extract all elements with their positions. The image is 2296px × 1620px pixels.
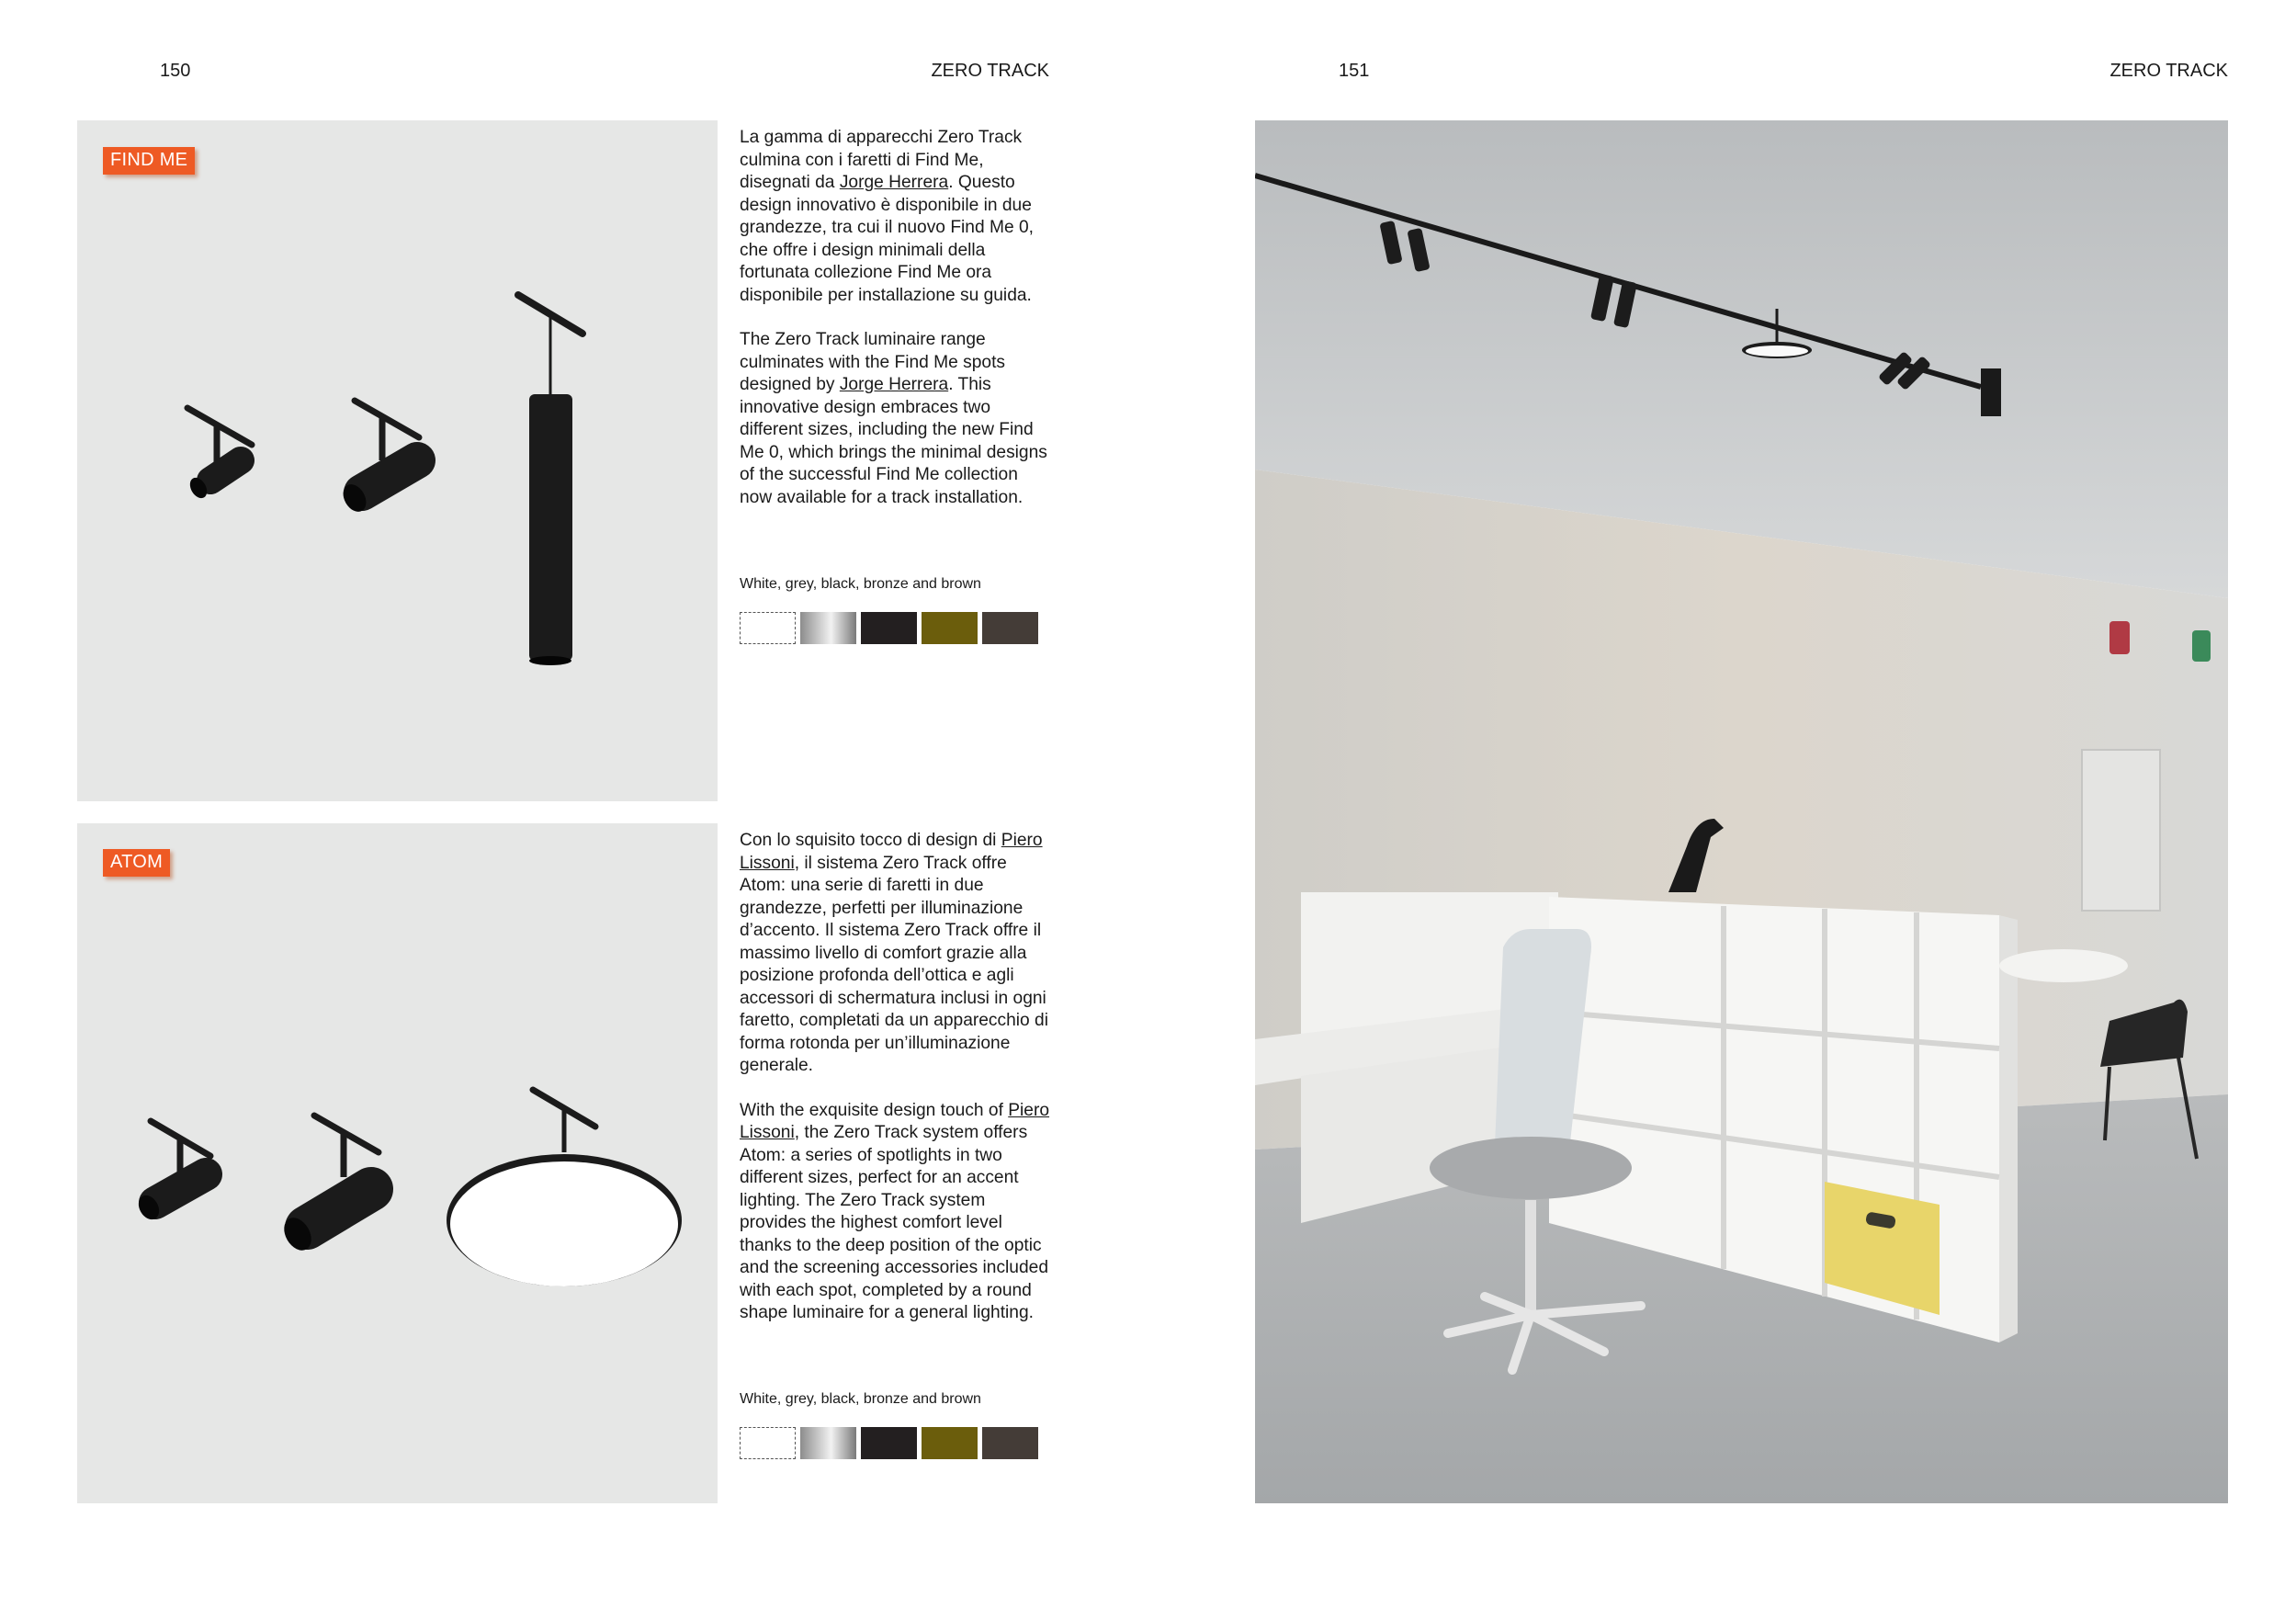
atom-medium-spot	[278, 1116, 379, 1255]
atom-color-swatches	[740, 1427, 1038, 1459]
swatch-white	[740, 612, 796, 644]
find-me-tag: FIND ME	[103, 147, 195, 175]
atom-description	[740, 830, 1052, 1347]
swatch-bronze	[922, 1427, 978, 1459]
find-me-color-swatches	[740, 612, 1038, 644]
section-title-right: ZERO TRACK	[2109, 61, 2228, 81]
find-me-english-text: The Zero Track luminaire range culminates with the Find Me spots designed by Jorge Herrera. This innovative design embraces two different sizes, including the new Find Me 0, which brings the minimal designs of the successful Find Me collection now available for a track installation.	[740, 330, 1047, 507]
designer-link-jorge-herrera-en[interactable]: Jorge Herrera	[839, 375, 949, 394]
swatch-white	[740, 1427, 796, 1459]
atom-product-panel	[77, 823, 718, 1503]
designer-link-piero-lissoni-en[interactable]: Piero Lissoni	[740, 1100, 1050, 1142]
swatch-grey	[800, 612, 856, 644]
atom-tag: ATOM	[103, 849, 170, 877]
swatch-brown	[982, 612, 1038, 644]
atom-english-text: With the exquisite design touch of Piero Lissoni, the Zero Track system offers Atom: a series of spotlights in two different sizes, perfect for an accent lighting. The Zero Track system provides the highest comfort level thanks to the deep position of the optic and the screening accessories included with each spot, completed by a round shape luminaire for a general lighting.	[740, 1100, 1050, 1322]
find-me-pendant	[518, 295, 582, 665]
find-me-product-panel	[77, 120, 718, 801]
designer-link-jorge-herrera[interactable]: Jorge Herrera	[839, 173, 949, 192]
office-interior-photo	[1255, 120, 2228, 1503]
page-number-right: 151	[1339, 61, 1370, 81]
atom-small-spot	[134, 1121, 210, 1223]
swatch-bronze	[922, 612, 978, 644]
atom-italian-text: Con lo squisito tocco di design di Piero Lissoni, il sistema Zero Track offre Atom: una serie di faretti in due grandezze, perfetti per illuminazione d’accento. Il sistema Zero Track offre il massimo livello di comfort grazie alla posizione profonda dell’ottica e agli accessori di schermatura inclusi in ogni faretto, completati da un apparecchio di forma rotonda per un’illuminazione generale.	[740, 831, 1048, 1075]
swatch-black	[861, 1427, 917, 1459]
find-me-description	[740, 127, 1052, 531]
atom-round-luminaire	[447, 1090, 682, 1286]
swatch-grey	[800, 1427, 856, 1459]
find-me-product-illustration	[77, 120, 718, 801]
swatch-brown	[982, 1427, 1038, 1459]
find-me-italian-text: La gamma di apparecchi Zero Track culmina con i faretti di Find Me, disegnati da Jorge Herrera. Questo design innovativo è disponibile in due grandezze, tra cui il nuovo Find Me 0, che offre i design minimali della fortunata collezione Find Me ora disponibile per installazione su guida.	[740, 128, 1034, 305]
find-me-small-spot	[187, 408, 252, 501]
section-title-left: ZERO TRACK	[931, 61, 1049, 81]
swatch-black	[861, 612, 917, 644]
designer-link-piero-lissoni[interactable]: Piero Lissoni	[740, 831, 1043, 873]
find-me-colors-label: White, grey, black, bronze and brown	[740, 576, 981, 592]
page-number-left: 150	[160, 61, 191, 81]
atom-colors-label: White, grey, black, bronze and brown	[740, 1391, 981, 1407]
find-me-medium-spot	[338, 401, 419, 515]
atom-product-illustration	[77, 823, 718, 1503]
